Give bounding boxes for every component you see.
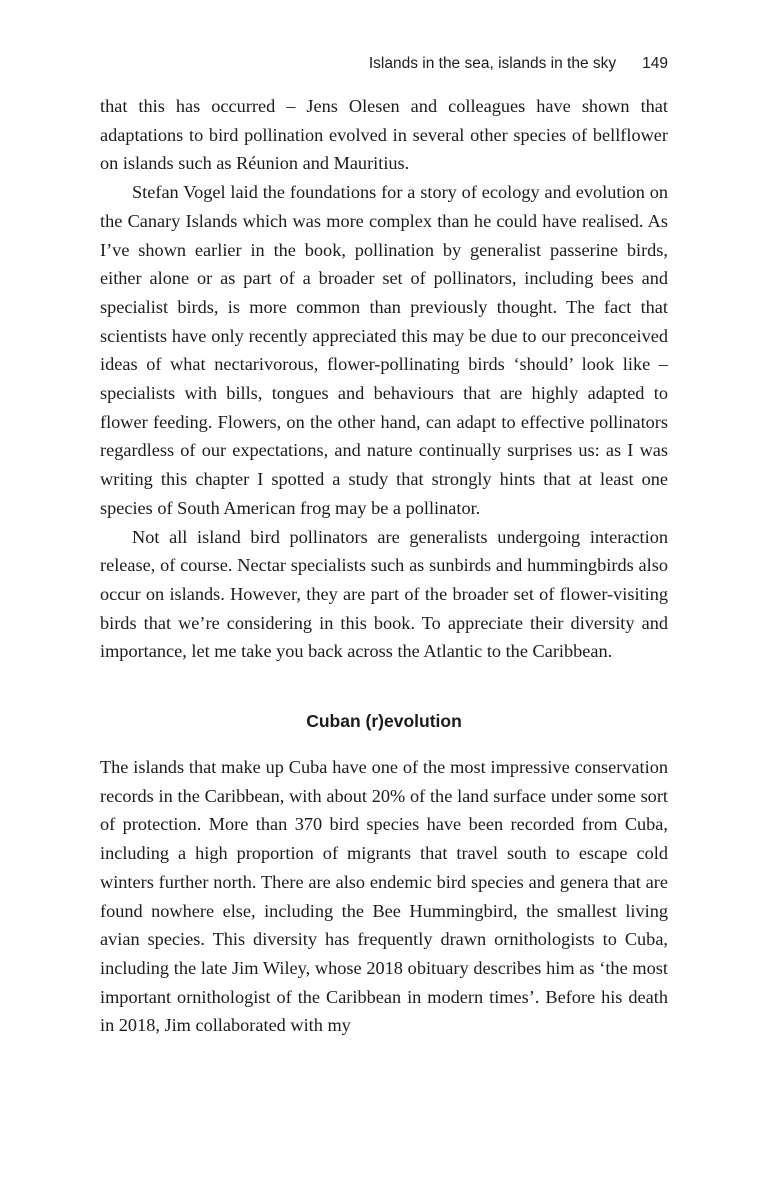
section-heading: Cuban (r)evolution xyxy=(306,711,462,732)
paragraph-continuation: that this has occurred – Jens Olesen and colleagues have shown that adaptations to bird pollination evolved in several other species of bellflower on islands such as Réunion and Mauritius. xyxy=(100,96,668,174)
paragraph: Not all island bird pollinators are generalists undergoing interaction release, of course. Nectar specialists such as sunbirds and hummingbirds also occur on islands. However, they are part of the broader set of flower-visiting birds that we’re considering in this book. To appreciate their diversity and importance, let me take you back across the Atlantic to the Caribbean. xyxy=(100,526,668,662)
running-header-title: Islands in the sea, islands in the sky xyxy=(368,55,617,72)
paragraph: Stefan Vogel laid the foundations for a story of ecology and evolution on the Canary Islands which was more complex than he could have realised. As I’ve shown earlier in the book, pollination by generalist passerine birds, either alone or as part of a broader set of pollinators, including bees and specialist birds, is more common than previously thought. The fact that scientists have only recently appreciated this may be due to our preconceived ideas of what nectarivorous, flower-pollinating birds ‘should’ look like – specialists with bills, tongues and behaviours that are highly adapted to flower feeding. Flowers, on the other hand, can adapt to effective pollinators regardless of our expectations, and nature continually surprises us: as I was writing this chapter I spotted a study that strongly hints that at least one species of South American frog may be a pollinator. xyxy=(100,182,668,518)
running-header xyxy=(100,55,668,73)
page-number: 149 xyxy=(642,55,668,72)
paragraph: The islands that make up Cuba have one of the most impressive conservation records in the Caribbean, with about 20% of the land surface under some sort of protection. More than 370 bird species have been recorded from Cuba, including a high proportion of migrants that travel south to escape cold winters further north. There are also endemic bird species and genera that are found nowhere else, including the Bee Hummingbird, the smallest living avian species. This diversity has frequently drawn ornithologists to Cuba, including the late Jim Wiley, whose 2018 obituary describes him as ‘the most important ornithologist of the Caribbean in modern times’. Before his death in 2018, Jim collaborated with my xyxy=(100,757,668,1036)
body-text xyxy=(100,92,668,1040)
